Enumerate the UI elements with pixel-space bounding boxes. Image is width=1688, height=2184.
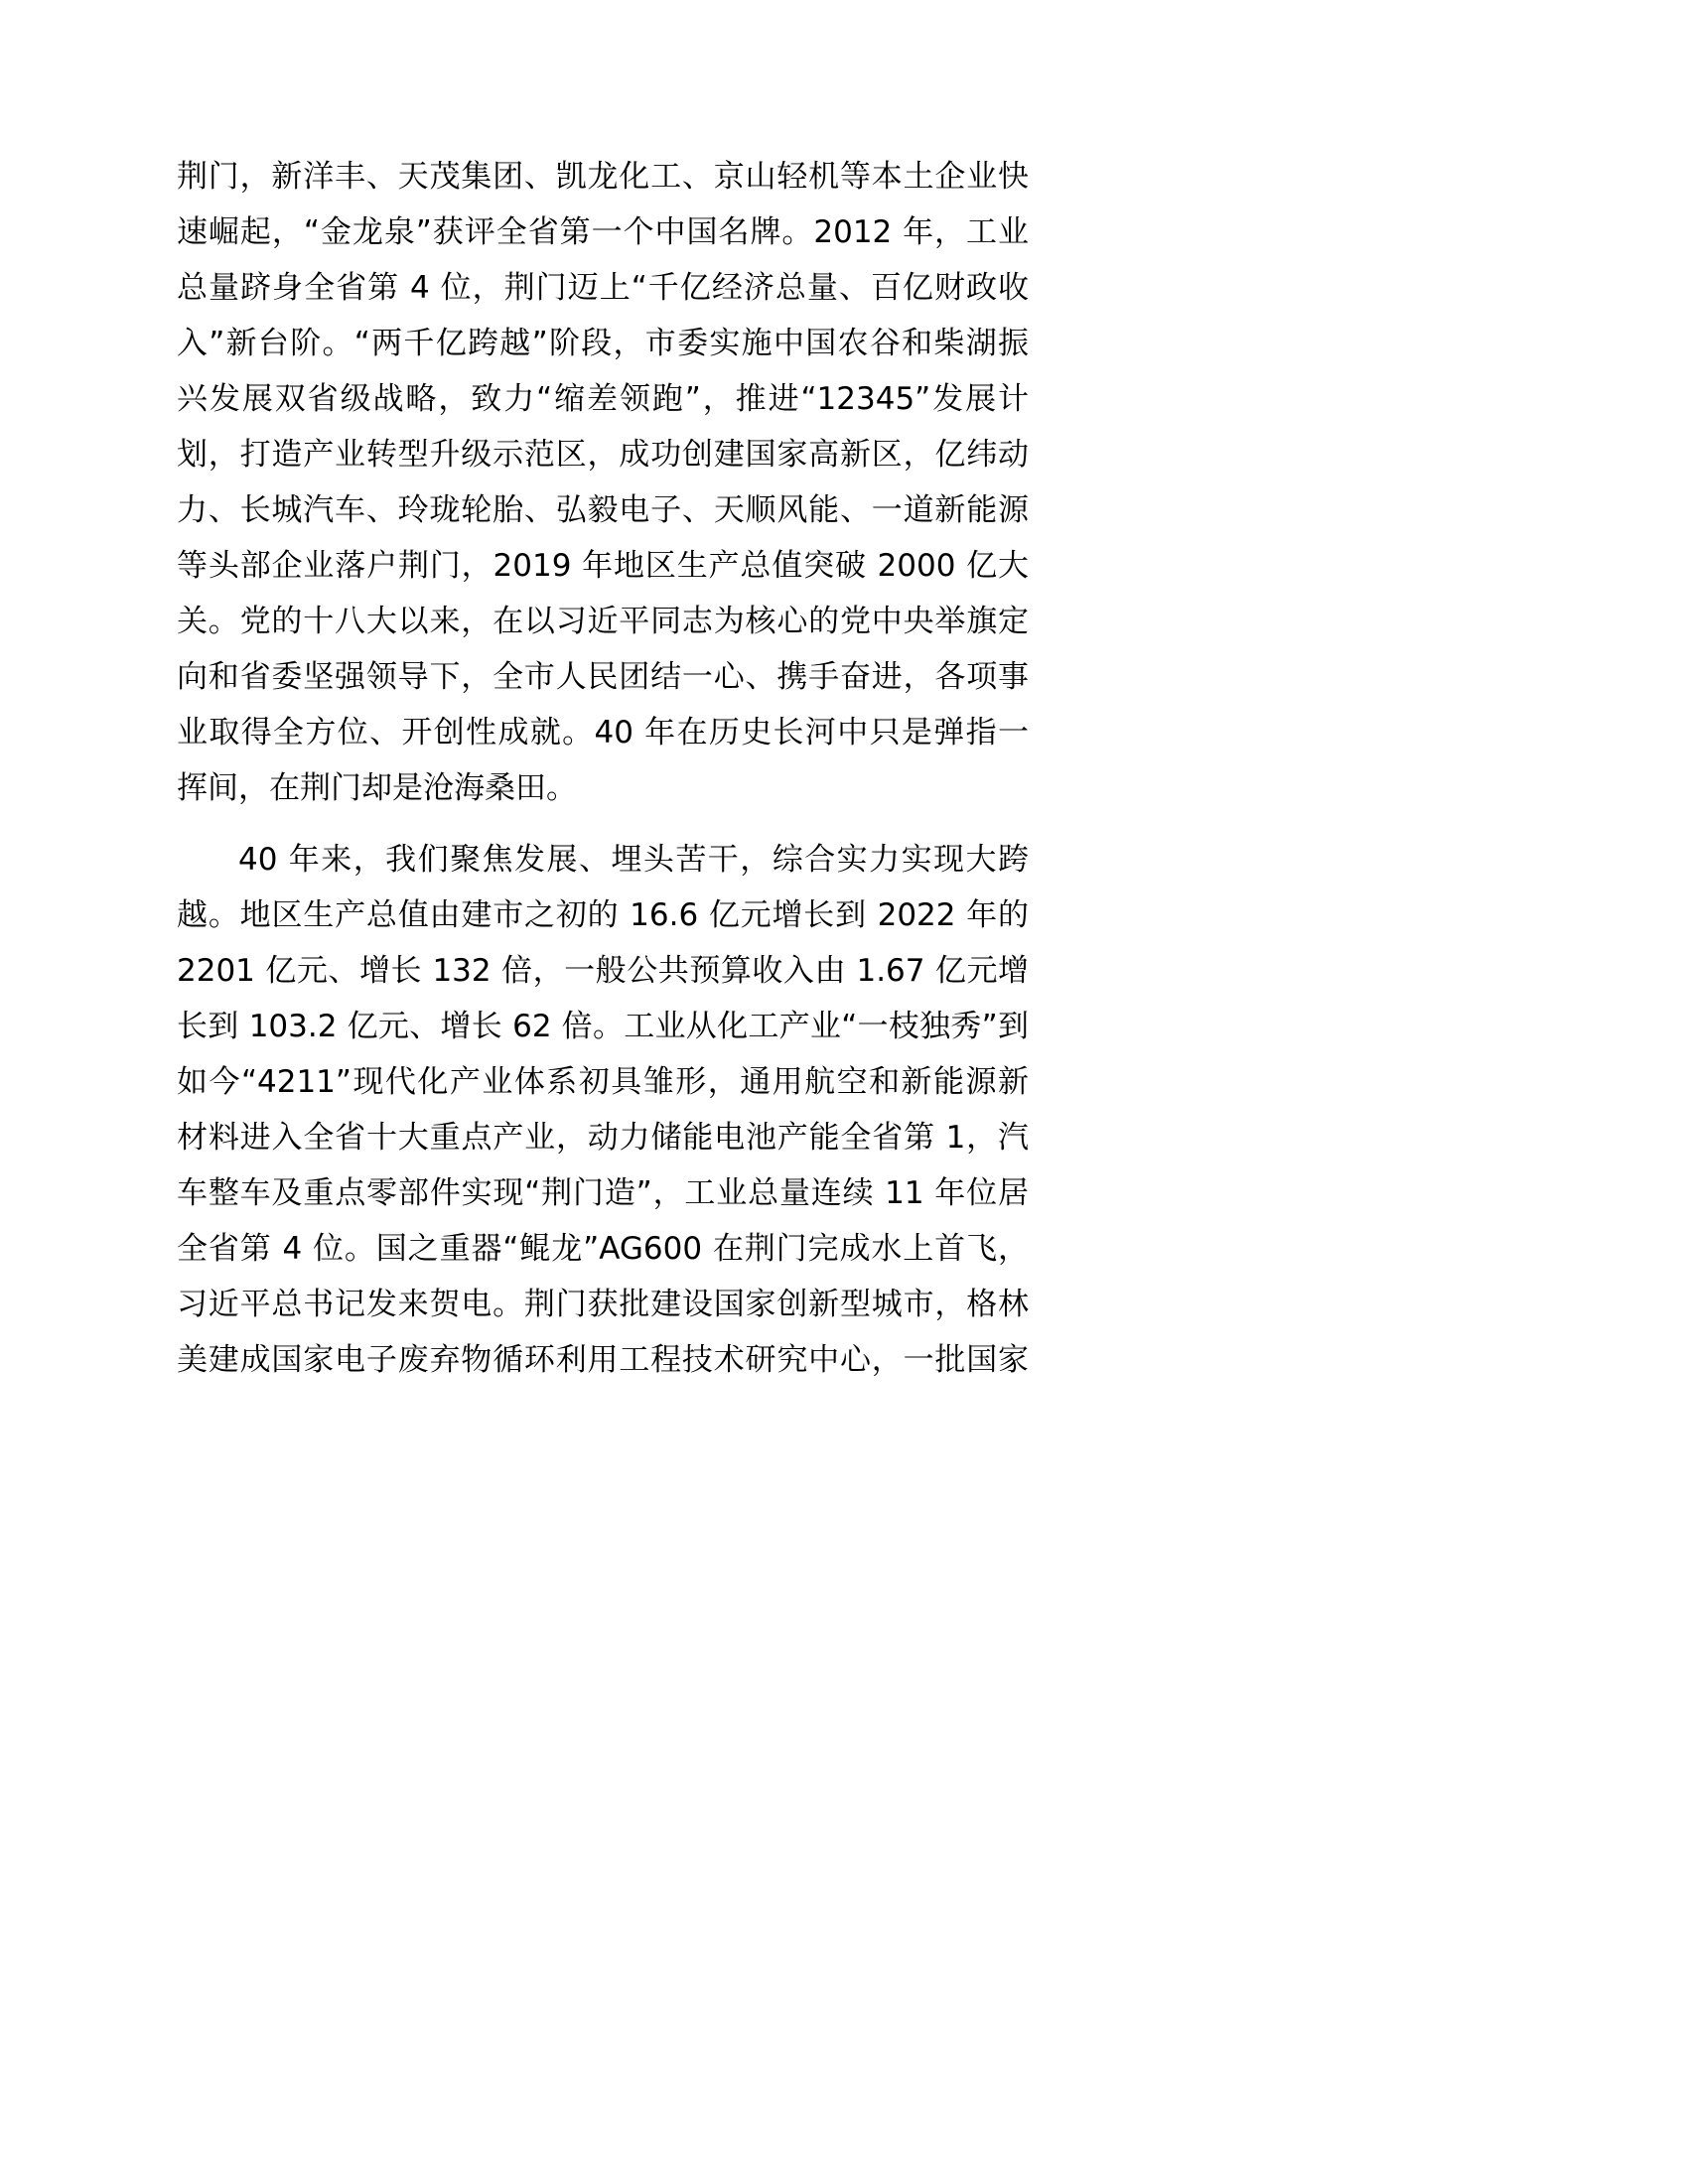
text-line: 荆门，新洋丰、天茂集团、凯龙化工、京山轻机等本土企业快 <box>177 159 1029 195</box>
text-line: 习近平总书记发来贺电。荆门获批建设国家创新型城市，格林 <box>177 1287 1029 1322</box>
paragraph-1 <box>177 149 1029 816</box>
text-line-first: 40 年来，我们聚焦发展、埋头苦干，综合实力实现大跨 <box>238 842 1029 878</box>
text-line: 越。地区生产总值由建市之初的 16.6 亿元增长到 2022 年的 <box>177 897 1029 933</box>
text-line: 总量跻身全省第 4 位，荆门迈上“千亿经济总量、百亿财政收 <box>177 270 1029 306</box>
text-line: 如今“4211”现代化产业体系初具雏形，通用航空和新能源新 <box>177 1064 1029 1100</box>
document-body <box>177 149 1029 1388</box>
text-line: 划，打造产业转型升级示范区，成功创建国家高新区，亿纬动 <box>177 437 1029 473</box>
text-line: 向和省委坚强领导下，全市人民团结一心、携手奋进，各项事 <box>177 659 1029 695</box>
text-line: 关。党的十八大以来，在以习近平同志为核心的党中央举旗定 <box>177 604 1029 639</box>
text-line: 长到 103.2 亿元、增长 62 倍。工业从化工产业“一枝独秀”到 <box>177 1009 1029 1044</box>
text-line: 美建成国家电子废弃物循环利用工程技术研究中心，一批国家 <box>177 1342 1029 1378</box>
text-line: 挥间，在荆门却是沧海桑田。 <box>177 770 577 806</box>
paragraph-2 <box>177 832 1029 1388</box>
text-line: 车整车及重点零部件实现“荆门造”，工业总量连续 11 年位居 <box>177 1175 1029 1211</box>
text-line: 2201 亿元、增长 132 倍，一般公共预算收入由 1.67 亿元增 <box>177 953 1029 989</box>
paragraph-spacer <box>177 816 1029 832</box>
text-line: 兴发展双省级战略，致力“缩差领跑”，推进“12345”发展计 <box>177 381 1029 417</box>
text-line: 速崛起，“金龙泉”获评全省第一个中国名牌。2012 年，工业 <box>177 214 1029 250</box>
text-line: 等头部企业落户荆门，2019 年地区生产总值突破 2000 亿大 <box>177 548 1029 584</box>
text-line: 材料进入全省十大重点产业，动力储能电池产能全省第 1，汽 <box>177 1120 1029 1156</box>
text-line: 全省第 4 位。国之重器“鲲龙”AG600 在荆门完成水上首飞， <box>177 1231 1029 1267</box>
text-line: 业取得全方位、开创性成就。40 年在历史长河中只是弹指一 <box>177 715 1029 751</box>
text-line: 力、长城汽车、玲珑轮胎、弘毅电子、天顺风能、一道新能源 <box>177 492 1029 528</box>
text-line: 入”新台阶。“两千亿跨越”阶段，市委实施中国农谷和柴湖振 <box>177 326 1029 361</box>
